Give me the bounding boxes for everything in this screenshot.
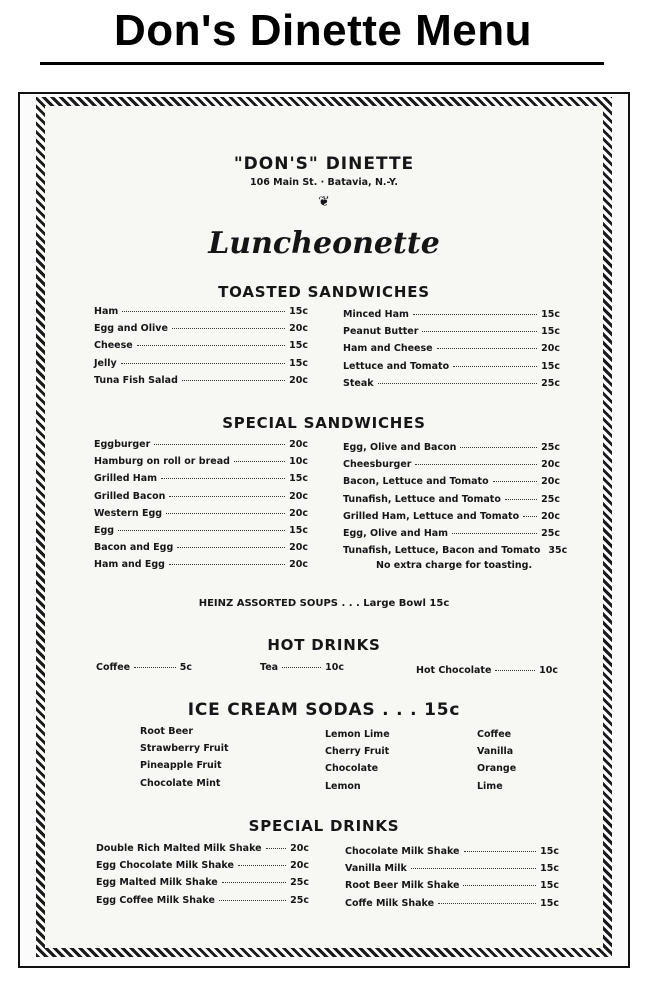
menu-item-price: 20c [541, 343, 560, 355]
menu-item-name: Cheesburger [343, 459, 412, 471]
menu-item [343, 442, 560, 453]
toasting-note: No extra charge for toasting. [376, 560, 533, 571]
menu-item-name: Minced Ham [343, 309, 409, 320]
menu-item-price: 25c [290, 894, 309, 906]
soda-flavor: Root Beer [140, 726, 194, 737]
dot-leader [505, 499, 537, 500]
soda-flavor: Coffee [477, 729, 512, 740]
menu-item-name: Grilled Ham [94, 473, 158, 485]
dot-leader [121, 363, 285, 364]
menu-item [343, 343, 560, 354]
soda-flavor: Orange [477, 763, 517, 775]
soda-flavor: Strawberry Fruit [140, 743, 229, 755]
menu-item-name: Bacon, Lettuce and Tomato [343, 476, 489, 488]
soda-flavor: Pineapple Fruit [140, 760, 222, 772]
dot-leader [452, 533, 537, 534]
menu-item [96, 895, 309, 906]
dot-leader [464, 851, 537, 852]
menu-item [94, 542, 308, 553]
dot-leader [415, 464, 537, 465]
menu-item [345, 880, 559, 891]
menu-item-name: Egg Malted Milk Shake [96, 877, 218, 889]
menu-item-price: 25c [541, 493, 560, 505]
menu-item [343, 545, 568, 557]
menu-item-name: Ham and Cheese [343, 343, 433, 355]
menu-item [94, 491, 308, 502]
menu-item-name: Egg, Olive and Bacon [343, 442, 457, 453]
dot-leader [122, 311, 285, 312]
soups-line: HEINZ ASSORTED SOUPS . . . Large Bowl 15c [198, 598, 450, 609]
restaurant-address: 106 Main St. · Batavia, N.-Y. [250, 177, 398, 188]
menu-item-price: 25c [290, 877, 309, 889]
dot-leader [411, 868, 536, 869]
menu-item-price: 15c [540, 880, 559, 892]
menu-item [94, 358, 308, 369]
dot-leader [266, 848, 287, 849]
menu-item [343, 511, 560, 522]
heading-ice-cream-sodas: ICE CREAM SODAS . . . 15c [187, 700, 461, 720]
menu-item-price: 20c [541, 459, 560, 471]
dot-leader [137, 345, 285, 346]
menu-item-price: 15c [541, 326, 560, 338]
menu-item-name: Egg and Olive [94, 323, 168, 335]
hot-drink-item: Tea 10c [260, 662, 344, 673]
dot-leader [118, 530, 285, 531]
dot-leader [166, 513, 285, 514]
dot-leader [523, 516, 537, 517]
dot-leader [460, 447, 537, 448]
dot-leader [169, 496, 285, 497]
menu-item-price: 15c [540, 863, 559, 875]
menu-item-name: Vanilla Milk [345, 863, 407, 875]
soda-flavor: Vanilla [477, 746, 514, 758]
menu-item-name: Double Rich Malted Milk Shake [96, 843, 262, 854]
menu-item-name: Tunafish, Lettuce and Tomato [343, 493, 501, 505]
menu-item-name: Egg Coffee Milk Shake [96, 894, 215, 906]
menu-item [96, 877, 309, 888]
menu-item-price: 20c [289, 490, 308, 502]
menu-item-price: 35c [548, 545, 568, 557]
dot-leader [177, 547, 285, 548]
menu-item-name: Steak [343, 377, 374, 389]
dot-leader [222, 882, 286, 883]
menu-item-price: 20c [541, 510, 560, 522]
menu-item-price: 15c [541, 309, 560, 320]
soda-flavor: Lemon [325, 780, 361, 792]
menu-item-name: Eggburger [94, 439, 151, 450]
menu-item-name: Tunafish, Lettuce, Bacon and Tomato [343, 545, 541, 557]
menu-item-price: 15c [289, 525, 308, 536]
menu-item [94, 375, 308, 386]
menu-item-price: 15c [289, 306, 308, 317]
menu-item-name: Root Beer Milk Shake [345, 880, 460, 892]
menu-item-price: 15c [541, 360, 560, 372]
menu-item [343, 309, 560, 320]
heading-special-sandwiches: SPECIAL SANDWICHES [222, 414, 426, 432]
hot-drink-item: Hot Chocolate 10c [416, 665, 558, 676]
menu-item-name: Egg [94, 525, 115, 536]
restaurant-name: "DON'S" DINETTE [233, 154, 415, 174]
menu-item [343, 494, 560, 505]
menu-item-price: 25c [541, 528, 560, 539]
menu-item [94, 559, 308, 570]
dot-leader [463, 885, 536, 886]
menu-item [343, 459, 560, 470]
menu-item [94, 525, 308, 536]
dot-leader [219, 900, 286, 901]
dot-leader [169, 564, 285, 565]
heading-special-drinks: SPECIAL DRINKS [248, 817, 400, 835]
menu-item-price: 20c [541, 476, 560, 488]
dot-leader [453, 366, 537, 367]
menu-item [343, 361, 560, 372]
dot-leader [438, 903, 536, 904]
menu-item-name: Egg Chocolate Milk Shake [96, 860, 234, 872]
menu-item-price: 15c [289, 340, 308, 352]
menu-item-name: Chocolate Milk Shake [345, 846, 460, 857]
menu-item [94, 340, 308, 351]
menu-item-price: 25c [541, 377, 560, 389]
menu-item [94, 439, 308, 450]
menu-item [345, 846, 559, 857]
menu-item [343, 326, 560, 337]
soda-flavor: Cherry Fruit [325, 746, 390, 758]
heading-toasted-sandwiches: TOASTED SANDWICHES [218, 283, 430, 301]
menu-item-price: 15c [289, 473, 308, 485]
menu-item-price: 20c [289, 374, 308, 386]
menu-item-price: 25c [541, 442, 560, 453]
menu-item-name: Peanut Butter [343, 326, 419, 338]
dot-leader [378, 383, 538, 384]
dot-leader [154, 444, 285, 445]
menu-item-name: Tuna Fish Salad [94, 374, 178, 386]
menu-item-price: 20c [289, 507, 308, 519]
menu-item [94, 508, 308, 519]
menu-item-name: Hamburg on roll or bread [94, 456, 230, 468]
heading-hot-drinks: HOT DRINKS [267, 636, 381, 654]
menu-item-name: Cheese [94, 340, 133, 352]
menu-item-name: Grilled Ham, Lettuce and Tomato [343, 510, 520, 522]
menu-item-price: 15c [540, 897, 559, 909]
menu-item [345, 863, 559, 874]
menu-item-price: 15c [289, 357, 308, 369]
title-rule [40, 62, 604, 65]
menu-item-name: Western Egg [94, 507, 163, 519]
dot-leader [161, 478, 285, 479]
menu-item-price: 20c [290, 860, 309, 872]
soda-flavor: Lime [477, 780, 503, 792]
menu-item-name: Lettuce and Tomato [343, 360, 450, 372]
dot-leader [422, 331, 537, 332]
menu-item-name: Ham [94, 306, 119, 317]
hot-drink-item: Coffee 5c [96, 662, 192, 673]
menu-item [94, 456, 308, 467]
soda-flavor: Lemon Lime [325, 729, 390, 740]
dot-leader [437, 348, 538, 349]
soda-flavor: Chocolate Mint [140, 777, 221, 789]
dot-leader [182, 380, 285, 381]
menu-item [343, 378, 560, 389]
menu-item [94, 306, 308, 317]
dot-leader [234, 461, 285, 462]
menu-item-price: 20c [289, 323, 308, 335]
menu-item-price: 10c [289, 456, 308, 468]
soda-flavor: Chocolate [325, 763, 379, 775]
menu-item-price: 20c [289, 542, 308, 554]
menu-item-price: 15c [540, 846, 559, 857]
menu-item [343, 476, 560, 487]
section-title-luncheonette: Luncheonette [208, 226, 440, 261]
menu-item-name: Egg, Olive and Ham [343, 528, 449, 539]
page-title: Don's Dinette Menu [114, 6, 532, 55]
dot-leader [172, 328, 285, 329]
dot-leader [413, 314, 537, 315]
menu-item-price: 20c [289, 439, 308, 450]
menu-item [96, 860, 309, 871]
menu-item-price: 20c [290, 843, 309, 854]
menu-item-name: Jelly [94, 357, 117, 369]
menu-item [94, 323, 308, 334]
menu-item [94, 473, 308, 484]
ornament-icon: ❦ [318, 194, 330, 210]
menu-item [96, 843, 309, 854]
menu-item-price: 20c [289, 559, 308, 571]
menu-item [343, 528, 560, 539]
dot-leader [238, 865, 286, 866]
menu-item-name: Ham and Egg [94, 559, 165, 571]
menu-item-name: Coffe Milk Shake [345, 897, 435, 909]
dot-leader [493, 481, 538, 482]
menu-item [345, 898, 559, 909]
menu-item-name: Grilled Bacon [94, 490, 166, 502]
menu-item-name: Bacon and Egg [94, 542, 174, 554]
